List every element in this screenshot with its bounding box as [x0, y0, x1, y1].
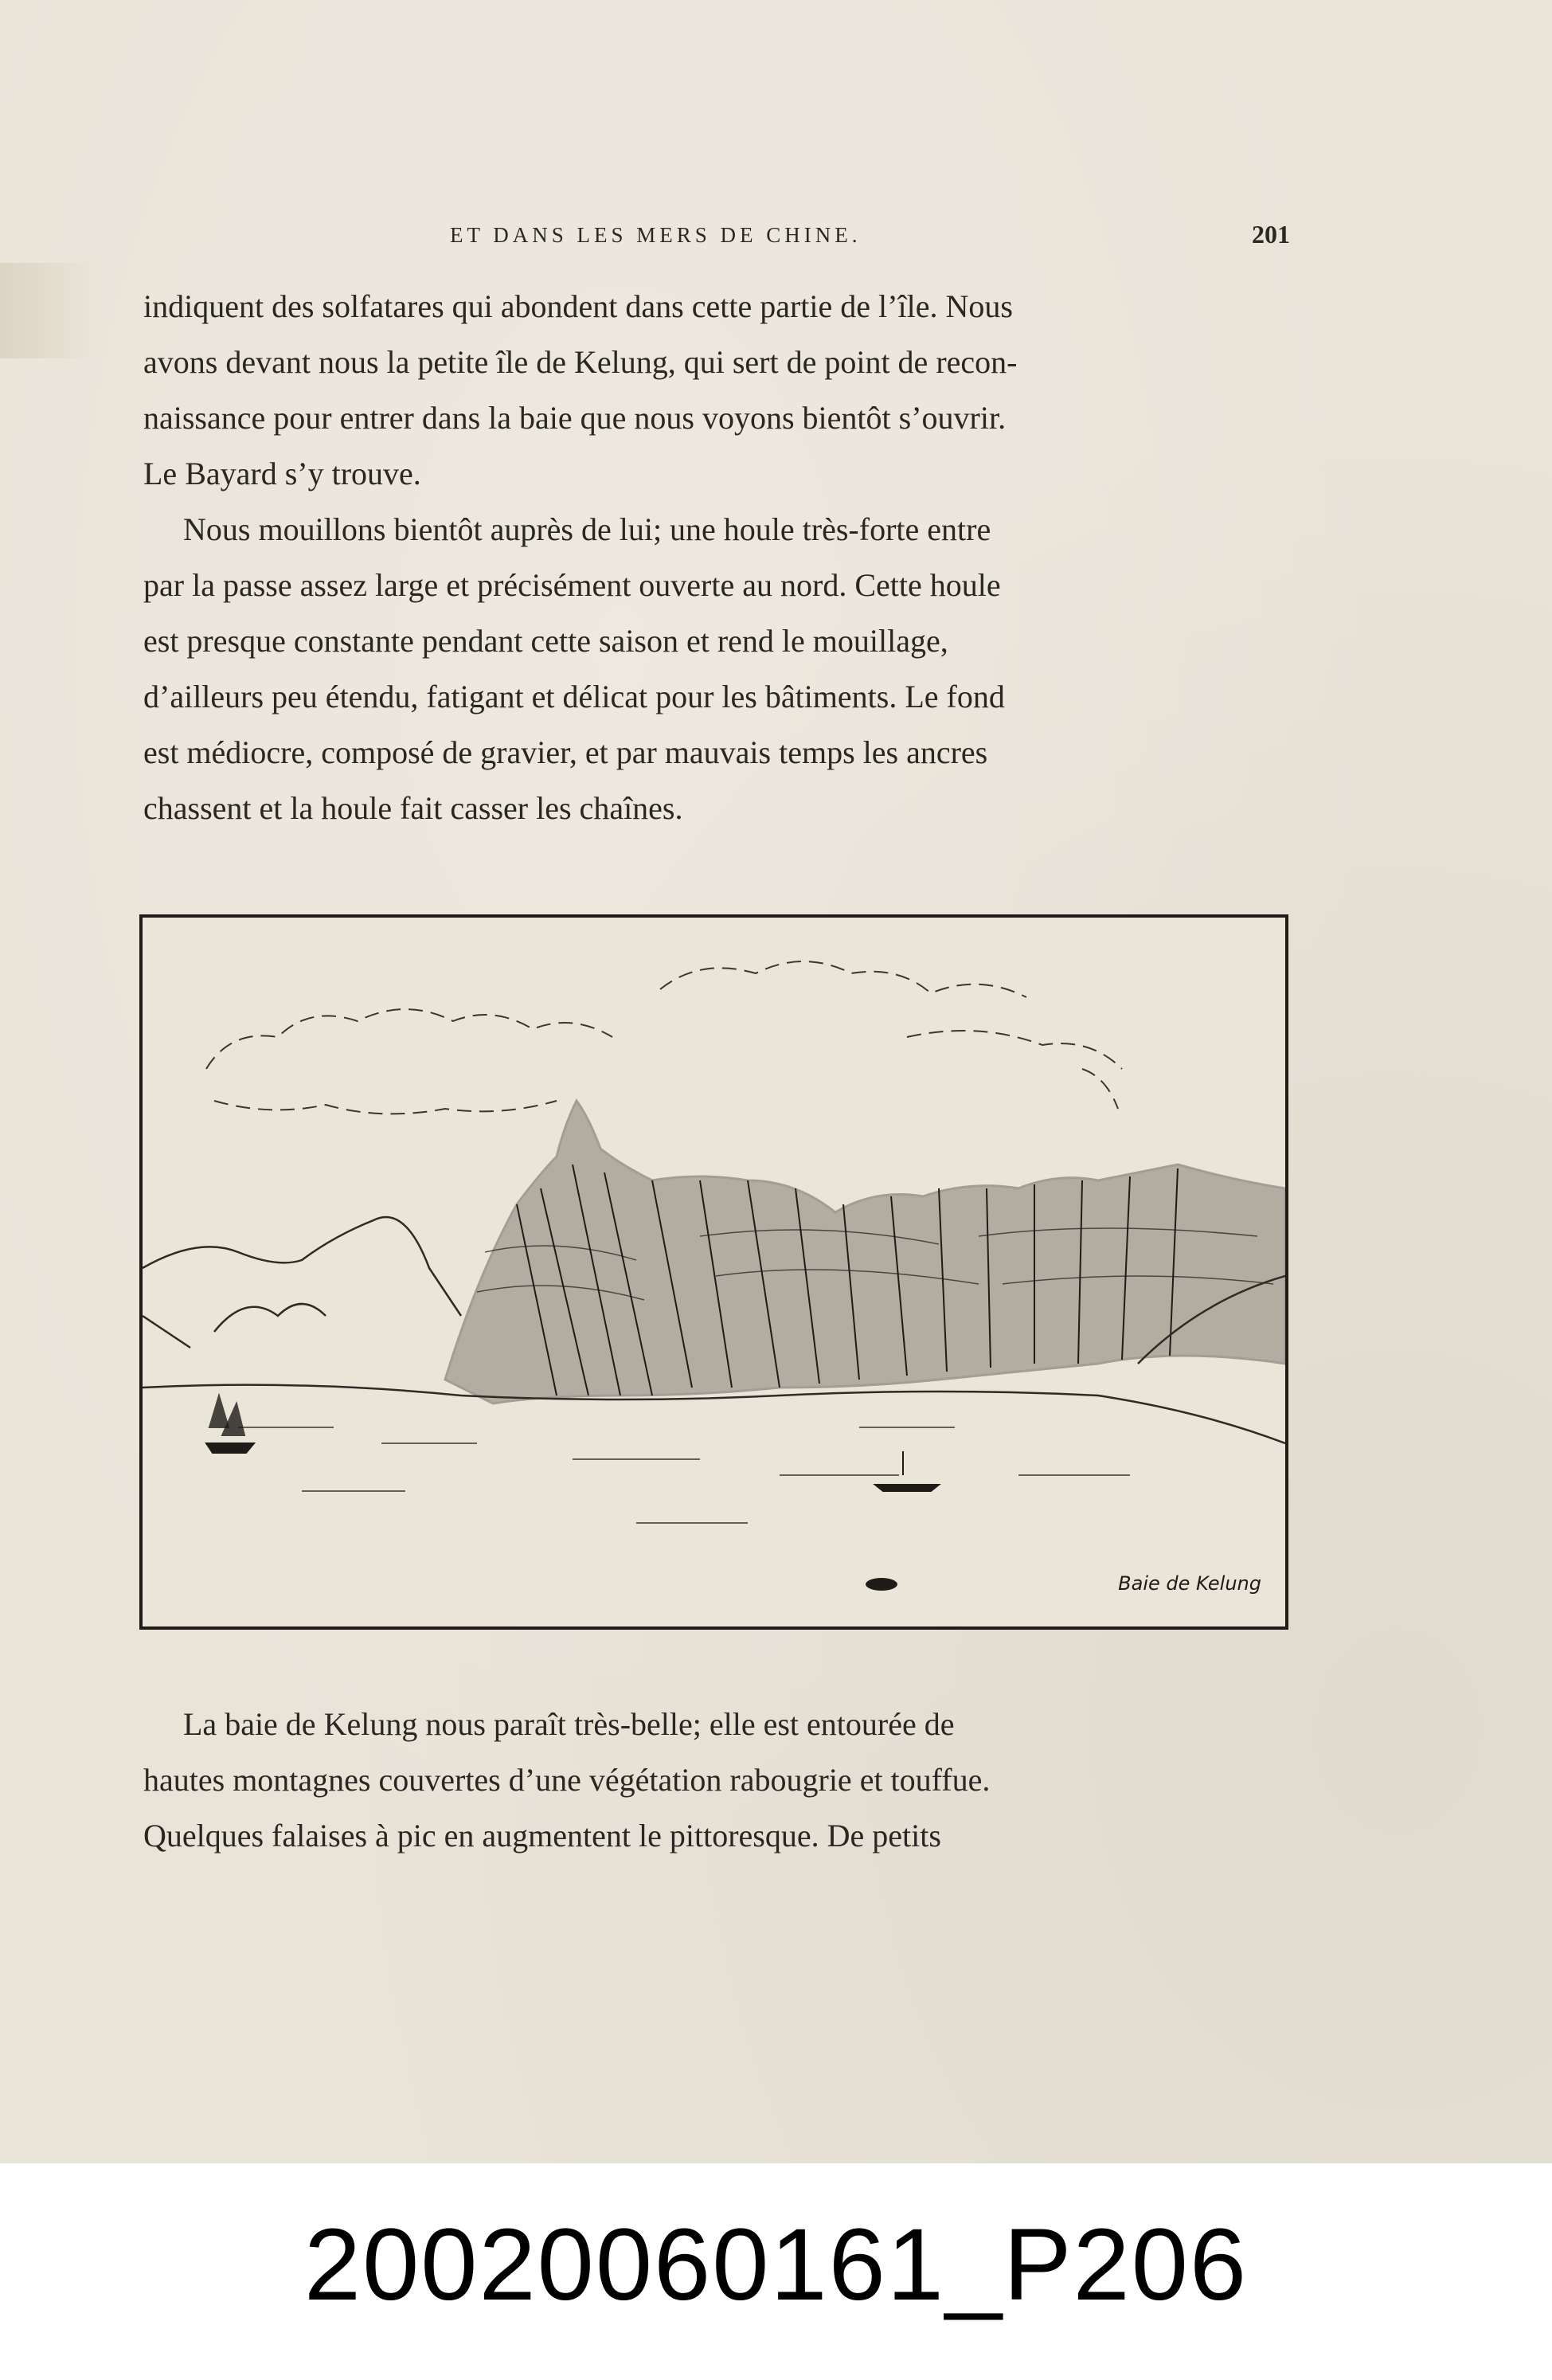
text-block-bottom: [143, 1697, 1290, 1864]
text-line: avons devant nous la petite île de Kelung, qui sert de point de recon-: [143, 344, 1018, 380]
page-header: [143, 220, 1290, 263]
water-sketch: [238, 1427, 1130, 1523]
text-line: hautes montagnes couvertes d’une végétation rabougrie et touffue.: [143, 1762, 991, 1798]
paragraph-3: [143, 1697, 1290, 1864]
rock-sketch: [866, 1578, 897, 1591]
junk-boat-sketch: [206, 1396, 254, 1453]
small-boat-sketch: [875, 1451, 939, 1491]
text-line: d’ailleurs peu étendu, fatigant et délicat pour les bâtiments. Le fond: [143, 679, 1005, 714]
illustration-frame: [139, 914, 1288, 1630]
paragraph-2: [143, 502, 1290, 836]
text-line: chassent et la houle fait casser les chaînes.: [143, 790, 683, 826]
illustration-caption: Baie de Kelung: [1118, 1572, 1261, 1595]
cliff-sketch: [445, 1101, 1285, 1403]
paragraph-1: [143, 279, 1290, 502]
archive-id-label: 20020060161_P206: [303, 2208, 1249, 2322]
text-line: Quelques falaises à pic en augmentent le pittoresque. De petits: [143, 1818, 941, 1854]
text-line: indiquent des solfatares qui abondent dans cette partie de l’île. Nous: [143, 288, 1013, 324]
text-block-top: [143, 279, 1290, 836]
text-line: Le Bayard s’y trouve.: [143, 456, 421, 491]
text-line: Nous mouillons bientôt auprès de lui; une houle très-forte entre: [183, 511, 991, 547]
mountains-sketch: [143, 1217, 461, 1348]
bay-sketch: [143, 918, 1285, 1626]
text-line: par la passe assez large et précisément ouverte au nord. Cette houle: [143, 567, 1001, 603]
text-line: est presque constante pendant cette saison et rend le mouillage,: [143, 623, 948, 659]
clouds-sketch: [206, 961, 1122, 1114]
page-edge-shadow: [0, 263, 96, 358]
text-line: est médiocre, composé de gravier, et par mauvais temps les ancres: [143, 734, 988, 770]
running-title: ET DANS LES MERS DE CHINE.: [450, 223, 862, 247]
page-number: 201: [1252, 220, 1290, 249]
text-line: La baie de Kelung nous paraît très-belle; elle est entourée de: [183, 1706, 955, 1742]
text-line: naissance pour entrer dans la baie que nous voyons bientôt s’ouvrir.: [143, 400, 1007, 436]
